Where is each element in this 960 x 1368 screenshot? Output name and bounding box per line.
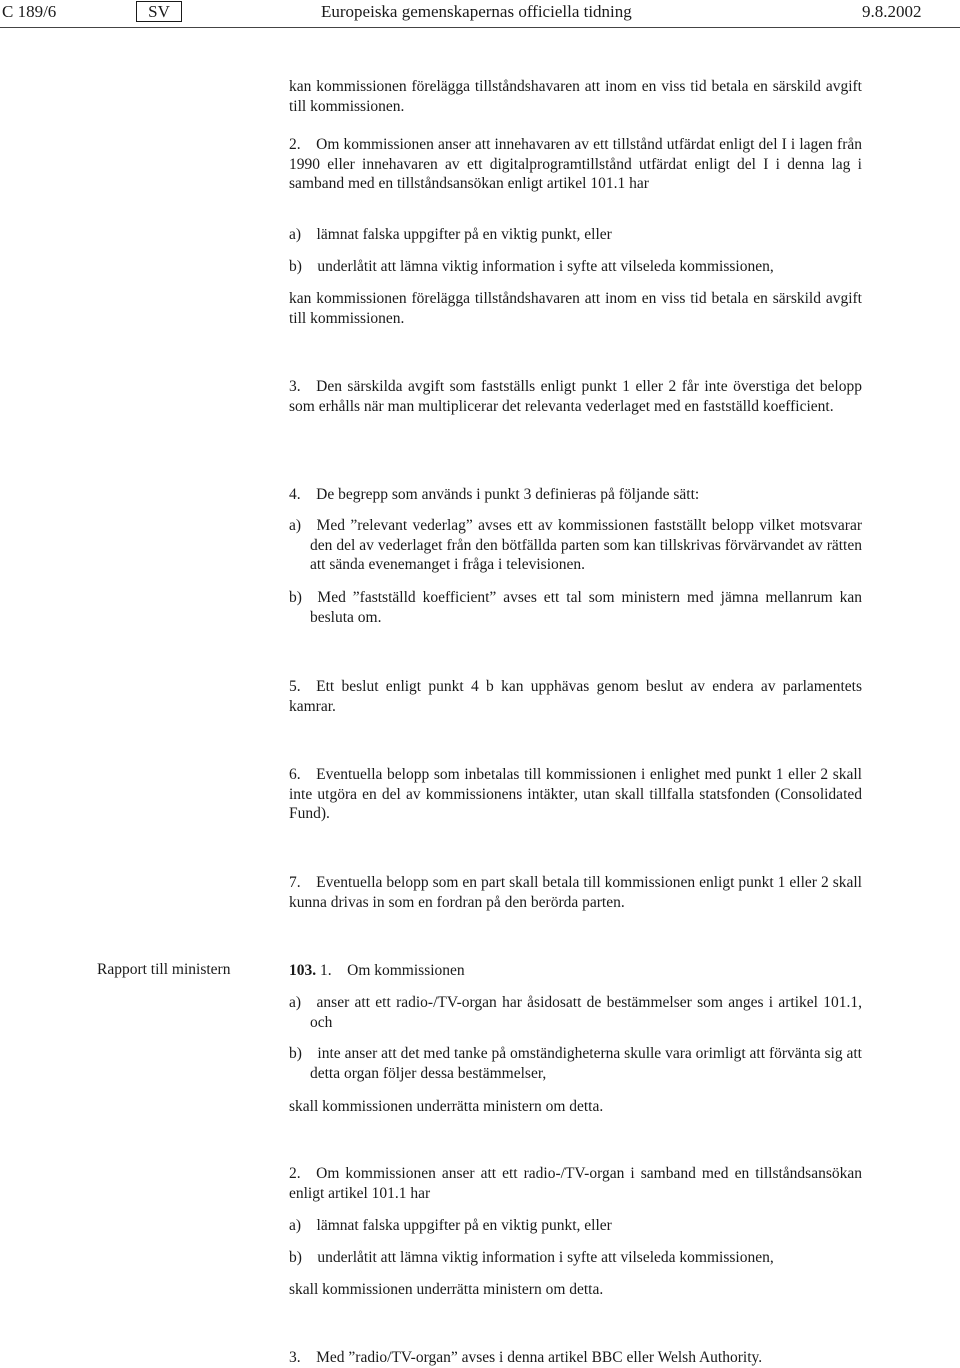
paragraph-3: 3. Den särskilda avgift som fastställs enligt punkt 1 eller 2 får inte överstiga det belopp som erhålls när man multiplicerar det relevanta vederlaget med en fastställd koefficient. bbox=[289, 378, 862, 415]
paragraph-2-item-b: b) underlåtit att lämna viktig information i syfte att vilseleda kommissionen, bbox=[289, 258, 774, 275]
article-103-paragraph-2: 2. Om kommissionen anser att ett radio-/TV-organ i samband med en tillståndsansökan enligt artikel 101.1 har bbox=[289, 1165, 862, 1202]
article-103-paragraph-2-conclusion: skall kommissionen underrätta ministern om detta. bbox=[289, 1281, 604, 1298]
article-103-paragraph-3: 3. Med ”radio/TV-organ” avses i denna artikel BBC eller Welsh Authority. bbox=[289, 1349, 763, 1366]
paragraph-top: kan kommissionen förelägga tillståndshavaren att inom en viss tid betala en särskild avgift till kommissionen. bbox=[289, 78, 862, 115]
language-box: SV bbox=[136, 1, 182, 22]
article-103-paragraph-1-conclusion: skall kommissionen underrätta ministern om detta. bbox=[289, 1098, 604, 1115]
paragraph-2: 2. Om kommissionen anser att innehavaren av ett tillstånd utfärdat enligt del I i lagen från 1990 eller innehavaren av ett digitalprogramtillstånd utfärdat enligt del I i denna lag i samband med en tillståndsansökan enligt artikel 101.1 har bbox=[289, 136, 862, 192]
header-rule bbox=[0, 27, 960, 28]
article-103-paragraph-1-item-a: a) anser att ett radio-/TV-organ har åsidosatt de bestämmelser som anges i artikel 101.1, och bbox=[289, 994, 862, 1031]
article-103-paragraph-2-item-a: a) lämnat falska uppgifter på en viktig punkt, eller bbox=[289, 1217, 612, 1234]
article-103-paragraph-1-item-b: b) inte anser att det med tanke på omständigheterna skulle vara orimligt att förvänta sig att detta organ följer dessa bestämmelser, bbox=[289, 1045, 862, 1082]
article-103-paragraph-1 bbox=[289, 961, 862, 981]
article-103-paragraph-1-text: 1. Om kommissionen bbox=[320, 962, 465, 979]
publication-date: 9.8.2002 bbox=[862, 2, 922, 21]
article-number: 103. bbox=[289, 962, 317, 979]
paragraph-2-item-a: a) lämnat falska uppgifter på en viktig punkt, eller bbox=[289, 226, 612, 243]
paragraph-6: 6. Eventuella belopp som inbetalas till kommissionen i enlighet med punkt 1 eller 2 skall inte utgöra en del av kommissionens intäkter, utan skall tillfalla statsfonden (Consolidated Fund). bbox=[289, 766, 862, 822]
paragraph-4-item-a: a) Med ”relevant vederlag” avses ett av kommissionen fastställt belopp vilket motsvarar den del av vederlaget från den bötfällda parten som kan tillskrivas förvärvandet av rätten att sända evenemanget i fråga i televisionen. bbox=[289, 517, 862, 573]
article-103-paragraph-2-item-b: b) underlåtit att lämna viktig information i syfte att vilseleda kommissionen, bbox=[289, 1249, 774, 1266]
paragraph-4-item-b: b) Med ”fastställd koefficient” avses ett tal som ministern med jämna mellanrum kan besluta om. bbox=[289, 589, 862, 626]
side-heading: Rapport till ministern bbox=[97, 961, 231, 978]
paragraph-7: 7. Eventuella belopp som en part skall betala till kommissionen enligt punkt 1 eller 2 skall kunna drivas in som en fordran på den berörda parten. bbox=[289, 874, 862, 911]
paragraph-2-conclusion: kan kommissionen förelägga tillståndshavaren att inom en viss tid betala en särskild avgift till kommissionen. bbox=[289, 290, 862, 327]
paragraph-5: 5. Ett beslut enligt punkt 4 b kan upphävas genom beslut av endera av parlamentets kamrar. bbox=[289, 678, 862, 715]
journal-title: Europeiska gemenskapernas officiella tidning bbox=[321, 2, 632, 21]
paragraph-4: 4. De begrepp som används i punkt 3 definieras på följande sätt: bbox=[289, 486, 700, 503]
page-reference: C 189/6 bbox=[2, 2, 57, 21]
